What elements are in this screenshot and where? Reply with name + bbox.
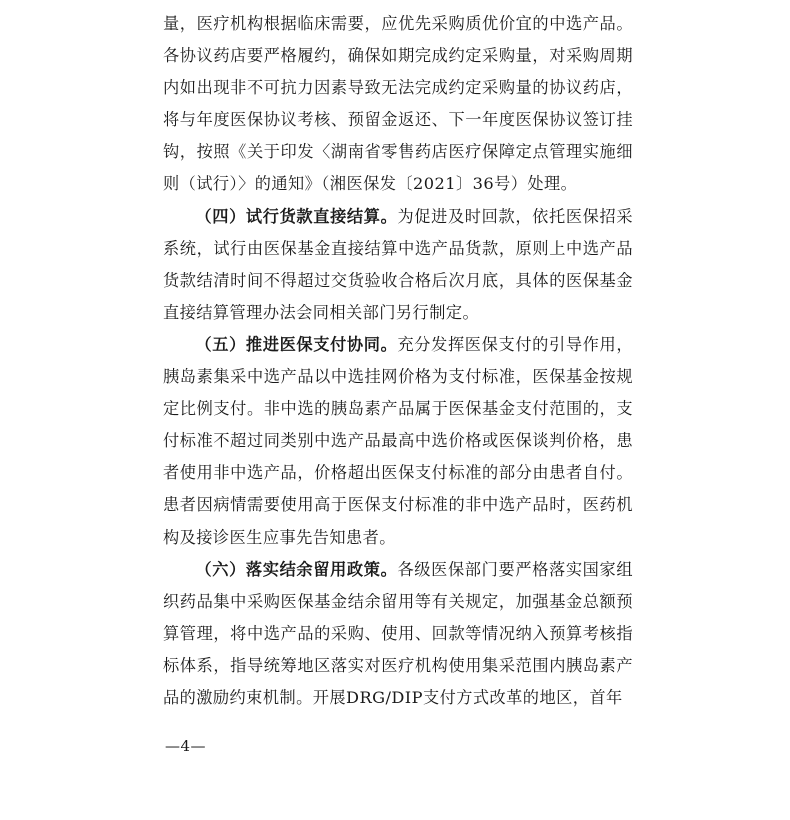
section-heading: （六）落实结余留用政策。 [195, 559, 398, 579]
section-heading: （五）推进医保支付协同。 [195, 334, 398, 354]
paragraph-section-5 [163, 329, 633, 554]
document-body [163, 8, 633, 714]
paragraph-section-4 [163, 201, 633, 329]
paragraph-text: 为促进及时回款，依托医保招采系统，试行由医保基金直接结算中选产品货款，原则上中选产品货款结清时间不得超过交货验收合格后次月底，具体的医保基金直接结算管理办法会同相关部门另行制定。 [163, 206, 633, 322]
paragraph-continuation [163, 8, 633, 201]
paragraph-section-6 [163, 554, 633, 714]
paragraph-text: 充分发挥医保支付的引导作用，胰岛素集采中选产品以中选挂网价格为支付标准，医保基金按规定比例支付。非中选的胰岛素产品属于医保基金支付范围的，支付标准不超过同类别中选产品最高中选价格或医保谈判价格，患者使用非中选产品，价格超出医保支付标准的部分由患者自付。患者因病情需要使用高于医保支付标准的非中选产品时，医药机构及接诊医生应事先告知患者。 [163, 334, 633, 547]
paragraph-text: 各级医保部门要严格落实国家组织药品集中采购医保基金结余留用等有关规定，加强基金总额预算管理，将中选产品的采购、使用、回款等情况纳入预算考核指标体系，指导统筹地区落实对医疗机构使用集采范围内胰岛素产品的激励约束机制。开展DRG/DIP支付方式改革的地区，首年 [163, 559, 633, 707]
page-number: —4— [165, 737, 207, 755]
section-heading: （四）试行货款直接结算。 [195, 206, 398, 226]
paragraph-text: 量，医疗机构根据临床需要，应优先采购质优价宜的中选产品。各协议药店要严格履约，确保如期完成约定采购量，对采购周期内如出现非不可抗力因素导致无法完成约定采购量的协议药店，将与年度医保协议考核、预留金返还、下一年度医保协议签订挂钩，按照《关于印发〈湖南省零售药店医疗保障定点管理实施细则（试行）〉的通知》（湘医保发〔2021〕36号）处理。 [163, 14, 633, 194]
